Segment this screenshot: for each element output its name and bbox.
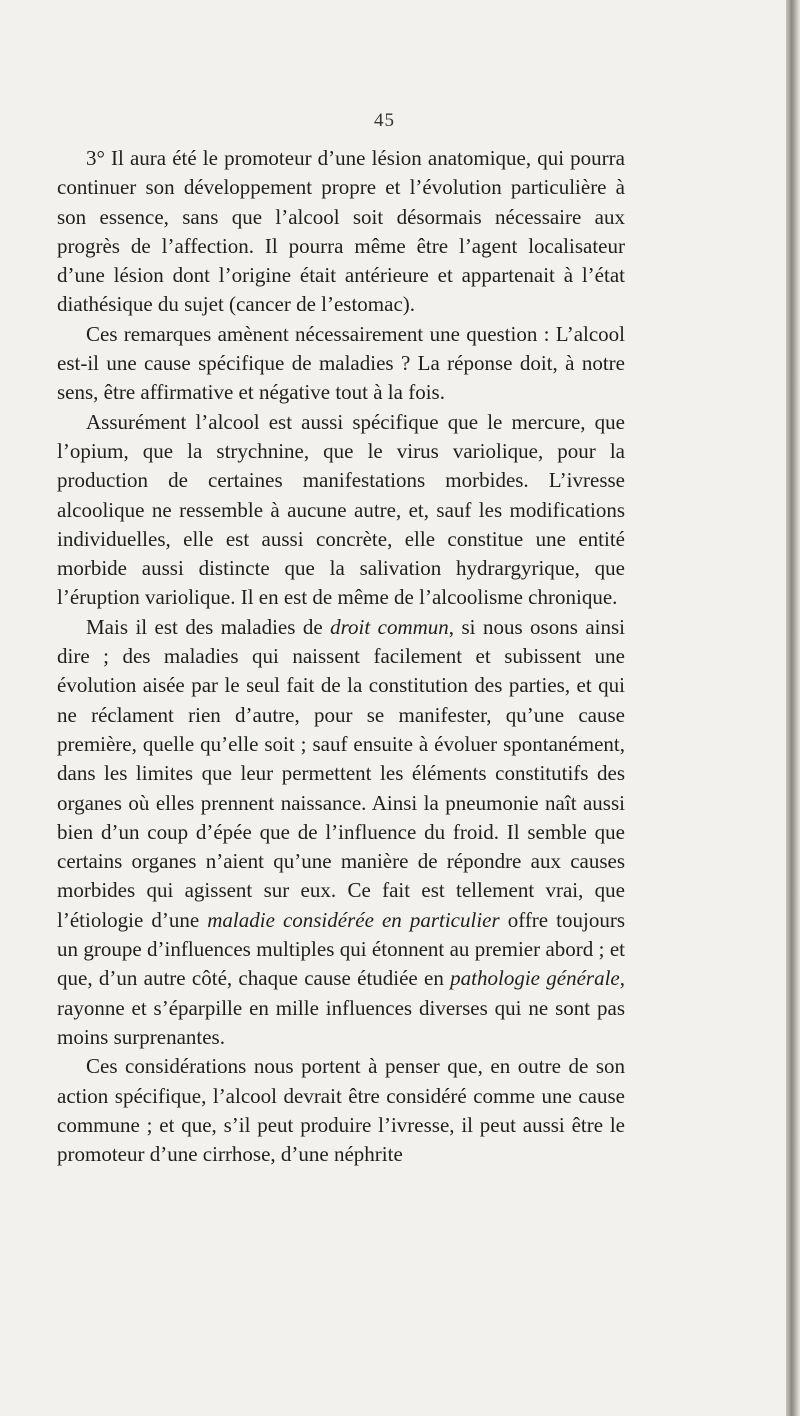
italic-text-segment: droit commun bbox=[330, 614, 449, 639]
paragraph bbox=[57, 408, 625, 613]
page-number: 45 bbox=[374, 110, 395, 131]
text-segment: Ces considérations nous portent à penser que, en outre de son action spécifique, l’alcool devrait être considéré comme une cause commune ; et que, s’il peut produire l’ivresse, il peut aussi être le promoteur d’une cirrhose, d’une néphrite bbox=[57, 1054, 625, 1167]
page-edge bbox=[786, 0, 800, 1416]
paragraph bbox=[57, 1052, 625, 1169]
paragraph bbox=[57, 144, 625, 320]
text-segment: Mais il est des maladies de bbox=[86, 614, 331, 639]
italic-text-segment: maladie considérée en particulier bbox=[207, 907, 500, 932]
paragraph bbox=[57, 320, 625, 408]
text-segment: , si nous osons ainsi dire ; des maladies qui naissent facilement et subissent une évolution aisée par le seul fait de la constitution des parties, et qui ne réclament rien d’autre, pour se manifester, qu’une cause première, quelle qu’elle soit ; sauf ensuite à évoluer spontanément, dans les limites que leur permettent les éléments constitutifs des organes où elles prennent naissance. Ainsi la pneumonie naît aussi bien d’un coup d’épée que de l’influence du froid. Il semble que certains organes n’aient qu’une manière de répondre aux causes morbides qui agissent sur eux. Ce fait est tellement vrai, que l’étiologie d’une bbox=[57, 614, 626, 932]
paragraph bbox=[57, 613, 625, 1052]
text-segment: 3° Il aura été le promoteur d’une lésion anatomique, qui pourra continuer son développement propre et l’évolution particulière à son essence, sans que l’alcool soit désormais nécessaire aux progrès de l’affection. Il pourra même être l’agent localisateur d’une lésion dont l’origine était antérieure et appartenait à l’état diathésique du sujet (cancer de l’estomac). bbox=[57, 146, 625, 317]
text-segment: Assurément l’alcool est aussi spécifique que le mercure, que l’opium, que la strychnine, que le virus variolique, pour la production de certaines manifestations morbides. L’ivresse alcoolique ne ressemble à aucune autre, et, sauf les modifications individuelles, elle est aussi concrète, elle constitue une entité morbide aussi distincte que la salivation hydrargyrique, que l’éruption variolique. Il en est de même de l’alcoolisme chronique. bbox=[57, 409, 625, 610]
text-segment: offre toujours un groupe d’influences multiples qui étonnent au premier abord ; et que, d’un autre côté, chaque cause étudiée en bbox=[57, 907, 626, 991]
text-segment: Ces remarques amènent nécessairement une question : L’alcool est-il une cause spécifique de maladies ? La réponse doit, à notre sens, être affirmative et négative tout à la fois. bbox=[57, 321, 625, 405]
body-text bbox=[57, 144, 625, 1169]
italic-text-segment: pathologie générale bbox=[450, 966, 620, 991]
text-segment: , rayonne et s’éparpille en mille influences diverses qui ne sont pas moins surprenantes. bbox=[57, 966, 625, 1049]
